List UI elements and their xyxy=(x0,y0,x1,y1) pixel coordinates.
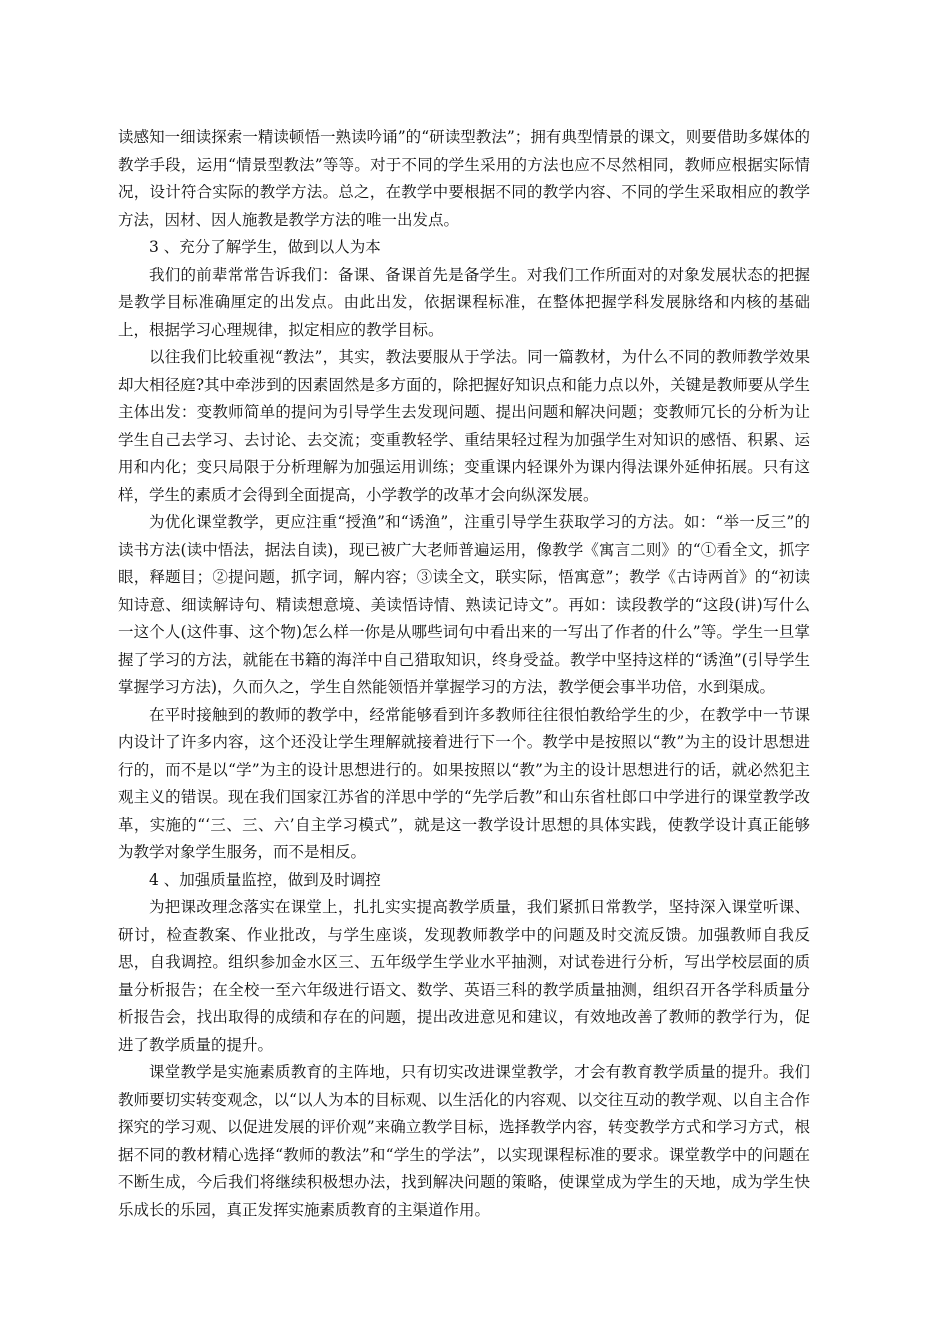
section-heading-3: 3 、充分了解学生，做到以人为本 xyxy=(149,238,381,256)
paragraph: 为把课改理念落实在课堂上，扎扎实实提高教学质量，我们紧抓日常教学，坚持深入课堂听课、研讨，检查教案、作业批改，与学生座谈，发现教师教学中的问题及时交流反馈。加强教师自我反思，自我调控。组织参加金水区三、五年级学生学业水平抽测，对试卷进行分析，写出学校层面的质量分析报告；在全校一至六年级进行语文、数学、英语三科的教学质量抽测，组织召开各学科质量分析报告会，找出取得的成绩和存在的问题，提出改进意见和建议，有效地改善了教师的教学行为，促进了教学质量的提升。 xyxy=(118,898,810,1054)
paragraph: 我们的前辈常常告诉我们：备课、备课首先是备学生。对我们工作所面对的对象发展状态的把握是教学目标准确厘定的出发点。由此出发，依据课程标准，在整体把握学科发展脉络和内核的基础上，根据学习心理规律，拟定相应的教学目标。 xyxy=(118,265,810,339)
paragraph: 以往我们比较重视“教法”，其实，教法要服从于学法。同一篇教材，为什么不同的教师教学效果却大相径庭?其中牵涉到的因素固然是多方面的，除把握好知识点和能力点以外，关键是教师要从学生主体出发：变教师简单的提问为引导学生去发现问题、提出问题和解决问题；变教师冗长的分析为让学生自己去学习、去讨论、去交流；变重教轻学、重结果轻过程为加强学生对知识的感悟、积累、运用和内化；变只局限于分析理解为加强运用训练；变重课内轻课外为课内得法课外延伸拓展。只有这样，学生的素质才会得到全面提高，小学教学的改革才会向纵深发展。 xyxy=(118,348,810,504)
section-heading-4: 4 、加强质量监控，做到及时调控 xyxy=(149,870,381,889)
paragraph: 在平时接触到的教师的教学中，经常能够看到许多教师往往很怕教给学生的少，在教学中一节课内设计了许多内容，这个还没让学生理解就接着进行下一个。教学中是按照以“教”为主的设计思想进行的，而不是以“学”为主的设计思想进行的。如果按照以“教”为主的设计思想进行的话，就必然犯主观主义的错误。现在我们国家江苏省的洋思中学的“先学后教”和山东省杜郎口中学进行的课堂教学改革，实施的“‘三、三、六’自主学习模式”，就是这一教学设计思想的具体实践，使教学设计真正能够为教学对象学生服务，而不是相反。 xyxy=(118,705,810,861)
document-body xyxy=(118,124,810,1224)
paragraph: 课堂教学是实施素质教育的主阵地，只有切实改进课堂教学，才会有教育教学质量的提升。我们教师要切实转变观念，以“以人为本的目标观、以生活化的内容观、以交往互动的教学观、以自主合作探究的学习观、以促进发展的评价观”来确立教学目标，选择教学内容，转变教学方式和学习方式，根据不同的教材精心选择“教师的教法”和“学生的学法”，以实现课程标准的要求。课堂教学中的问题在不断生成，今后我们将继续积极想办法，找到解决问题的策略，使课堂成为学生的天地，成为学生快乐成长的乐园，真正发挥实施素质教育的主渠道作用。 xyxy=(118,1063,810,1219)
paragraph: 为优化课堂教学，更应注重“授渔”和“诱渔”，注重引导学生获取学习的方法。如：“举一反三”的读书方法(读中悟法，据法自读)，现已被广大老师普遍运用，像教学《寓言二则》的“①看全文，抓字眼，释题目；②提问题，抓字词，解内容；③读全文，联实际，悟寓意”；教学《古诗两首》的“初读知诗意、细读解诗句、精读想意境、美读悟诗情、熟读记诗文”。再如：读段教学的“这段(讲)写什么一这个人(这件事、这个物)怎么样一你是从哪些词句中看出来的一写出了作者的什么”等。学生一旦掌握了学习的方法，就能在书籍的海洋中自己猎取知识，终身受益。教学中坚持这样的“诱渔”(引导学生掌握学习方法)，久而久之，学生自然能领悟并掌握学习的方法，教学便会事半功倍，水到渠成。 xyxy=(118,513,810,696)
paragraph-continued: 读感知一细读探索一精读顿悟一熟读吟诵”的“研读型教法”；拥有典型情景的课文，则要借助多媒体的教学手段，运用“情景型教法”等等。对于不同的学生采用的方法也应不尽然相同，教师应根据实际情况，设计符合实际的教学方法。总之，在教学中要根据不同的教学内容、不同的学生采取相应的教学方法，因材、因人施教是教学方法的唯一出发点。 xyxy=(118,128,810,229)
